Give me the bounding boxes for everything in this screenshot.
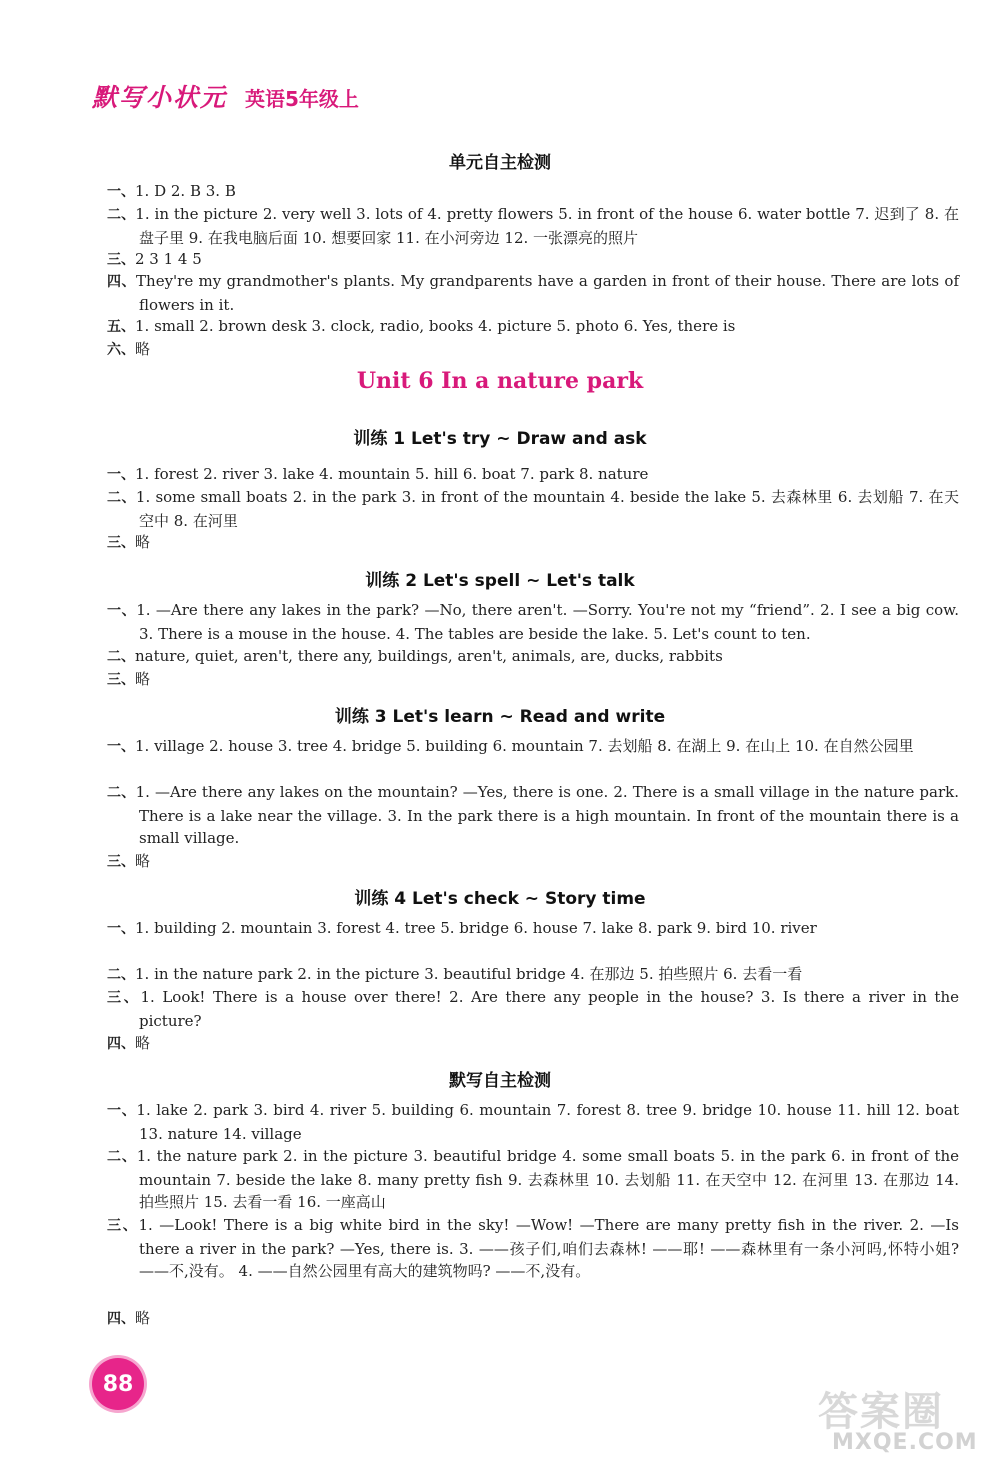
answer-row: 五、1. small 2. brown desk 3. clock, radio, books 4. picture 5. photo 6. Yes, there is: [107, 317, 736, 335]
watermark-logo: 答案圈: [818, 1389, 944, 1435]
answer-row: 三、略: [107, 670, 151, 688]
answer-row: 三、1. Look! There is a house over there! 2. Are there any people in the house? 3. Is there a river in the picture?: [107, 988, 960, 1030]
answer-row: 四、略: [107, 1034, 151, 1052]
answer-row: 二、1. —Are there any lakes on the mountain? —Yes, there is one. 2. There is a small village in the nature park. There is a lake near the village. 3. In the park there is a high mountain. In front of the mountain there is a small village.: [107, 783, 959, 847]
book-grade: 英语5年级上: [245, 87, 359, 111]
answer-row: 一、1. forest 2. river 3. lake 4. mountain 5. hill 6. boat 7. park 8. nature: [107, 465, 649, 483]
answer-row: 二、nature, quiet, aren't, there any, buildings, aren't, animals, are, ducks, rabbits: [107, 647, 723, 665]
answer-row: 一、1. —Are there any lakes in the park? —No, there aren't. —Sorry. You're not my “friend”. 2. I see a big cow. 3. There is a mouse in the house. 4. The tables are beside the lake. 5. Let's count to ten.: [107, 601, 959, 643]
section-title: 训练 3 Let's learn ~ Read and write: [334, 707, 666, 727]
page-number: 88: [102, 1371, 134, 1397]
answer-row: 六、略: [107, 340, 151, 358]
answer-row: 三、略: [107, 852, 151, 870]
book-brand: 默写小状元: [92, 83, 228, 112]
running-header: [92, 78, 359, 114]
page-number-badge: [92, 1358, 144, 1410]
section-title: 训练 4 Let's check ~ Story time: [354, 889, 646, 909]
answer-row: 三、1. —Look! There is a big white bird in the sky! —Wow! —There are many pretty fish in the river. 2. —Is there a river in the park? —Yes, there is. 3. ——孩子们,咱们去森林! ——耶! ——森林里有一条小河吗,怀特小姐? ——不,没有。 4. ——自然公园里有高大的建筑物吗? ——不,没有。: [107, 1216, 960, 1280]
answer-row: 一、1. D 2. B 3. B: [107, 182, 236, 200]
answer-row: 二、1. some small boats 2. in the park 3. in front of the mountain 4. beside the lake 5. 去森林里 6. 去划船 7. 在天空中 8. 在河里: [107, 488, 959, 530]
watermark-url: MXQE.COM: [832, 1430, 978, 1455]
answer-row: 四、They're my grandmother's plants. My grandparents have a garden in front of their house. There are lots of flowers in it.: [107, 272, 959, 314]
answer-row: 一、1. building 2. mountain 3. forest 4. tree 5. bridge 6. house 7. lake 8. park 9. bird 10. river: [107, 919, 817, 937]
answer-row: 四、略: [107, 1309, 151, 1327]
answer-row: 一、1. lake 2. park 3. bird 4. river 5. building 6. mountain 7. forest 8. tree 9. bridge 10. house 11. hill 12. boat 13. nature 14. village: [107, 1101, 959, 1143]
answer-row: 一、1. village 2. house 3. tree 4. bridge 5. building 6. mountain 7. 去划船 8. 在湖上 9. 在山上 10. 在自然公园里: [107, 737, 914, 755]
answer-row: 二、1. in the nature park 2. in the picture 3. beautiful bridge 4. 在那边 5. 拍些照片 6. 去看一看: [107, 965, 803, 983]
section-title: 默写自主检测: [449, 1071, 551, 1091]
answer-row: 二、1. the nature park 2. in the picture 3. beautiful bridge 4. some small boats 5. in the park 6. in front of the mountain 7. beside the lake 8. many pretty fish 9. 去森林里 10. 去划船 11. 在天空中 12. 在河里 13. 在那边 14. 拍些照片 15. 去看一看 16. 一座高山: [107, 1147, 960, 1211]
answer-row: 二、1. in the picture 2. very well 3. lots of 4. pretty flowers 5. in front of the house 6. water bottle 7. 迟到了 8. 在盘子里 9. 在我电脑后面 10. 想要回家 11. 在小河旁边 12. 一张漂亮的照片: [107, 205, 959, 247]
answer-row: 三、略: [107, 533, 151, 551]
section-title: 训练 2 Let's spell ~ Let's talk: [365, 571, 635, 591]
unit-title: Unit 6 In a nature park: [356, 368, 644, 394]
answer-row: 三、2 3 1 4 5: [107, 250, 202, 268]
section-title: 单元自主检测: [449, 153, 551, 173]
section-title: 训练 1 Let's try ~ Draw and ask: [353, 429, 647, 449]
